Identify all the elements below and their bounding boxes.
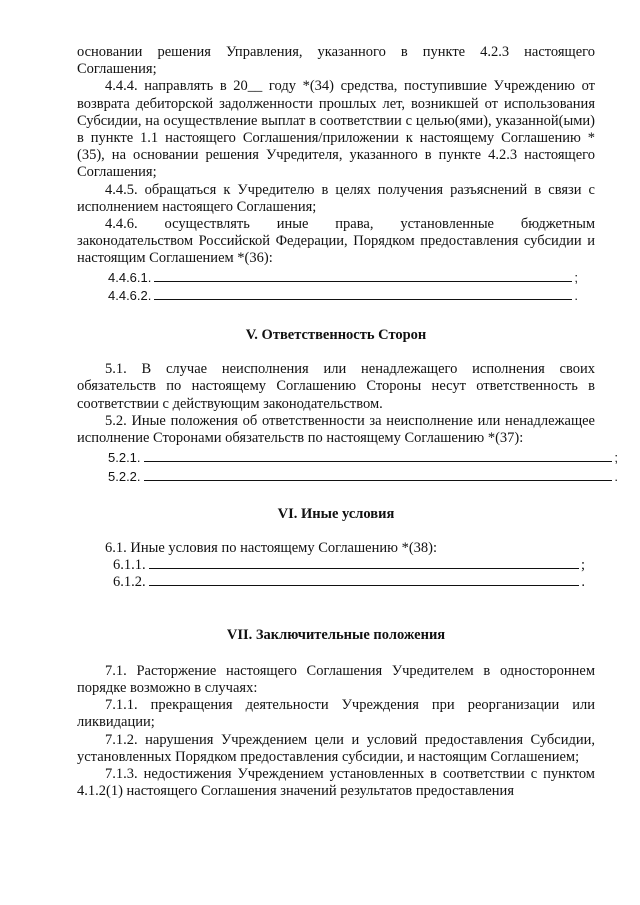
item-number: 4.4.6.2. (108, 287, 152, 303)
item-end: ; (580, 557, 585, 574)
item-number: 6.1.2. (113, 574, 146, 591)
blank-line-6-1-1 (77, 557, 585, 574)
item-end: ; (574, 269, 578, 285)
blank-line-5-2-1 (77, 449, 618, 466)
item-end: . (574, 287, 578, 303)
item-number: 4.4.6.1. (108, 269, 152, 285)
blank-underline (144, 461, 613, 462)
section-heading-vi: VI. Иные условия (277, 505, 395, 522)
blank-line-5-2-2 (77, 468, 618, 485)
item-number: 5.2.2. (108, 469, 141, 485)
blank-line-6-1-2 (77, 574, 585, 591)
blank-underline (149, 568, 579, 569)
blank-underline (144, 480, 613, 481)
paragraph-5-2: 5.2. Иные положения об ответственности за неисполнение или ненадлежащее исполнение Сторонами обязательств по настоящему Соглашению *(37): (77, 412, 595, 447)
item-end: ; (614, 450, 618, 466)
paragraph-4-4-5: 4.4.5. обращаться к Учредителю в целях получения разъяснений в связи с исполнением настоящего Соглашения; (77, 181, 595, 215)
blank-underline (149, 585, 580, 586)
blank-line-4-4-6-1 (77, 269, 578, 286)
paragraph-5-1: 5.1. В случае неисполнения или ненадлежащего исполнения своих обязательств по настоящему Соглашению Стороны несут ответственность в соответствии с действующим законодательством. (77, 361, 595, 412)
blank-underline (154, 281, 572, 282)
paragraph-7-1-3: 7.1.3. недостижения Учреждением установленных в соответствии с пунктом 4.1.2(1) настоящего Соглашения значений результатов предоставления (77, 765, 595, 800)
paragraph-4-2-3-continuation: основании решения Управления, указанного в пункте 4.2.3 настоящего Соглашения; (77, 44, 595, 78)
paragraph-7-1: 7.1. Расторжение настоящего Соглашения Учредителем в одностороннем порядке возможно в случаях: (77, 662, 595, 696)
paragraph-6-1: 6.1. Иные условия по настоящему Соглашению *(38): (105, 539, 438, 556)
blank-line-4-4-6-2 (77, 287, 578, 304)
item-end: . (614, 469, 618, 485)
section-heading-vii: VII. Заключительные положения (226, 627, 446, 644)
paragraph-7-1-2: 7.1.2. нарушения Учреждением цели и условий предоставления Субсидии, установленных Порядком предоставления субсидии, и настоящим Соглашением; (77, 731, 595, 765)
paragraph-4-4-6: 4.4.6. осуществлять иные права, установленные бюджетным законодательством Российской Федерации, Порядком предоставления субсидии и настоящим Соглашением *(36): (77, 216, 595, 267)
item-number: 6.1.1. (113, 557, 146, 574)
section-heading-v: V. Ответственность Сторон (245, 327, 427, 344)
blank-underline (154, 299, 572, 300)
paragraph-4-4-4: 4.4.4. направлять в 20__ году *(34) средства, поступившие Учреждению от возврата дебиторской задолженности прошлых лет, возникшей от использования Субсидии, на осуществление выплат в соответствии с целью(ями), указанной(ыми) в пункте 1.1 настоящего Соглашения/приложении к настоящему Соглашению *(35), на основании решения Учредителя, указанного в пункте 4.2.3 настоящего Соглашения; (77, 78, 595, 181)
paragraph-7-1-1: 7.1.1. прекращения деятельности Учреждения при реорганизации или ликвидации; (77, 697, 595, 731)
item-number: 5.2.1. (108, 450, 141, 466)
document-page (77, 44, 618, 800)
item-end: . (581, 574, 585, 591)
